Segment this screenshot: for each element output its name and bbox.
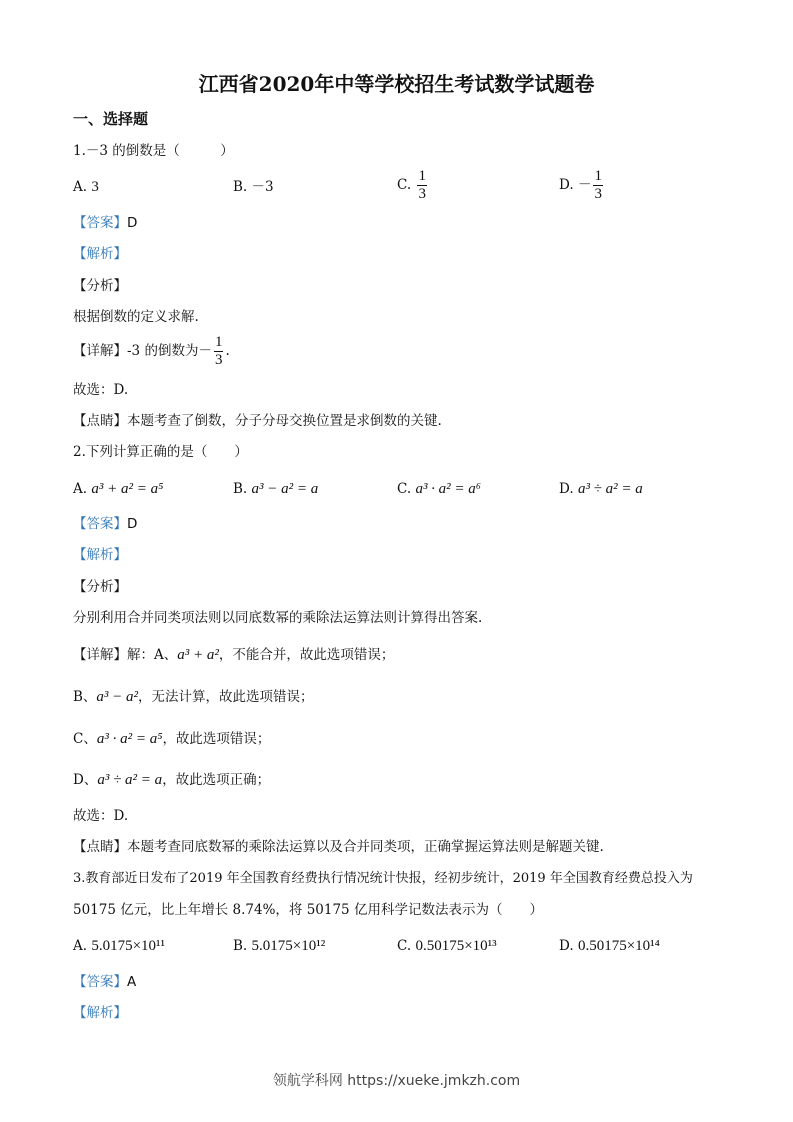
q2-stem: 2.下列计算正确的是（ ） <box>73 444 248 460</box>
option-value: 0.50175×10¹⁴ <box>577 938 660 954</box>
option-label: B. <box>233 481 248 497</box>
q2-line-b: B、a³ − a²，无法计算，故此选项错误； <box>73 689 314 705</box>
option-label: A. <box>73 179 88 195</box>
fraction: $\frac{1}{3}$ <box>594 168 602 202</box>
q2-xiangjie: 【详解】解：A、a³ + a²，不能合并，故此选项错误； <box>73 647 395 663</box>
q2-option-d[interactable] <box>559 480 643 498</box>
q1-stem: 1.－3 的倒数是（ ） <box>73 143 234 159</box>
q2-option-c[interactable] <box>397 480 481 498</box>
q2-fenxi-label: 【分析】 <box>73 579 127 595</box>
option-value: 0.50175×10¹³ <box>415 938 497 954</box>
fraction: $\frac{1}{3}$ <box>418 168 426 202</box>
q2-answer: 【答案】D <box>73 516 138 532</box>
option-value: 3 <box>91 179 99 195</box>
q2-line-c: C、a³ · a² = a⁵，故此选项错误； <box>73 731 271 747</box>
option-label: B. <box>233 938 248 954</box>
q2-option-b[interactable] <box>233 480 318 498</box>
q1-option-c[interactable] <box>397 168 429 203</box>
q3-option-a[interactable] <box>73 937 165 955</box>
option-label: A. <box>73 938 88 954</box>
q3-answer: 【答案】A <box>73 974 137 990</box>
q2-guxuan: 故选：D. <box>73 808 129 824</box>
section-heading: 一、选择题 <box>73 110 149 128</box>
option-label: D. <box>559 481 574 497</box>
option-value: 5.0175×10¹¹ <box>91 938 166 954</box>
footer-watermark: 领航学科网 https://xueke.jmkzh.com <box>272 1073 521 1089</box>
q1-option-d[interactable] <box>559 168 605 203</box>
q3-jiexi-label: 【解析】 <box>73 1005 127 1021</box>
q1-guxuan: 故选：D. <box>73 382 129 398</box>
q1-option-a[interactable] <box>73 178 99 196</box>
q1-xiangjie: 【详解】-3 的倒数为－ $\frac{1}{3}$ . <box>73 334 230 368</box>
q2-jiexi-label: 【解析】 <box>73 547 127 563</box>
q3-option-c[interactable] <box>397 937 497 955</box>
option-label: A. <box>73 481 88 497</box>
q1-fenxi-text: 根据倒数的定义求解. <box>73 309 199 325</box>
option-label: C. <box>397 177 412 193</box>
q3-stem-line1: 3.教育部近日发布了2019 年全国教育经费执行情况统计快报，经初步统计，2019 年全国教育经费总投入为 <box>73 871 693 886</box>
option-label: C. <box>397 938 412 954</box>
option-label: D. <box>559 177 574 193</box>
option-label: D. <box>559 938 574 954</box>
q3-option-b[interactable] <box>233 937 325 955</box>
option-value: 5.0175×10¹² <box>251 938 326 954</box>
minus-sign: － <box>577 177 592 193</box>
option-label: B. <box>233 179 248 195</box>
q1-option-b[interactable] <box>233 178 274 196</box>
q3-stem-line2: 50175 亿元，比上年增长 8.74%，将 50175 亿用科学记数法表示为（ ） <box>73 902 543 918</box>
option-value: a³ · a² = a⁶ <box>415 481 482 497</box>
option-value: －3 <box>251 179 274 195</box>
q1-dianjing: 【点睛】本题考查了倒数，分子分母交换位置是求倒数的关键. <box>73 413 442 429</box>
q2-option-a[interactable] <box>73 480 163 498</box>
fraction: $\frac{1}{3}$ <box>214 334 223 368</box>
option-label: C. <box>397 481 412 497</box>
option-value: a³ − a² = a <box>251 481 319 497</box>
q2-fenxi-text: 分别利用合并同类项法则以同底数幂的乘除法运算法则计算得出答案. <box>73 610 483 626</box>
q2-line-d: D、a³ ÷ a² = a，故此选项正确； <box>73 772 271 788</box>
q2-dianjing: 【点睛】本题考查同底数幂的乘除法运算以及合并同类项，正确掌握运算法则是解题关键. <box>73 839 604 855</box>
option-value: a³ + a² = a⁵ <box>91 481 164 497</box>
q1-fenxi-label: 【分析】 <box>73 278 127 294</box>
q1-jiexi-label: 【解析】 <box>73 246 127 262</box>
page-title: 江西省2020年中等学校招生考试数学试题卷 <box>198 72 595 96</box>
option-value: a³ ÷ a² = a <box>577 481 643 497</box>
q3-option-d[interactable] <box>559 937 660 955</box>
q1-answer: 【答案】D <box>73 215 138 231</box>
